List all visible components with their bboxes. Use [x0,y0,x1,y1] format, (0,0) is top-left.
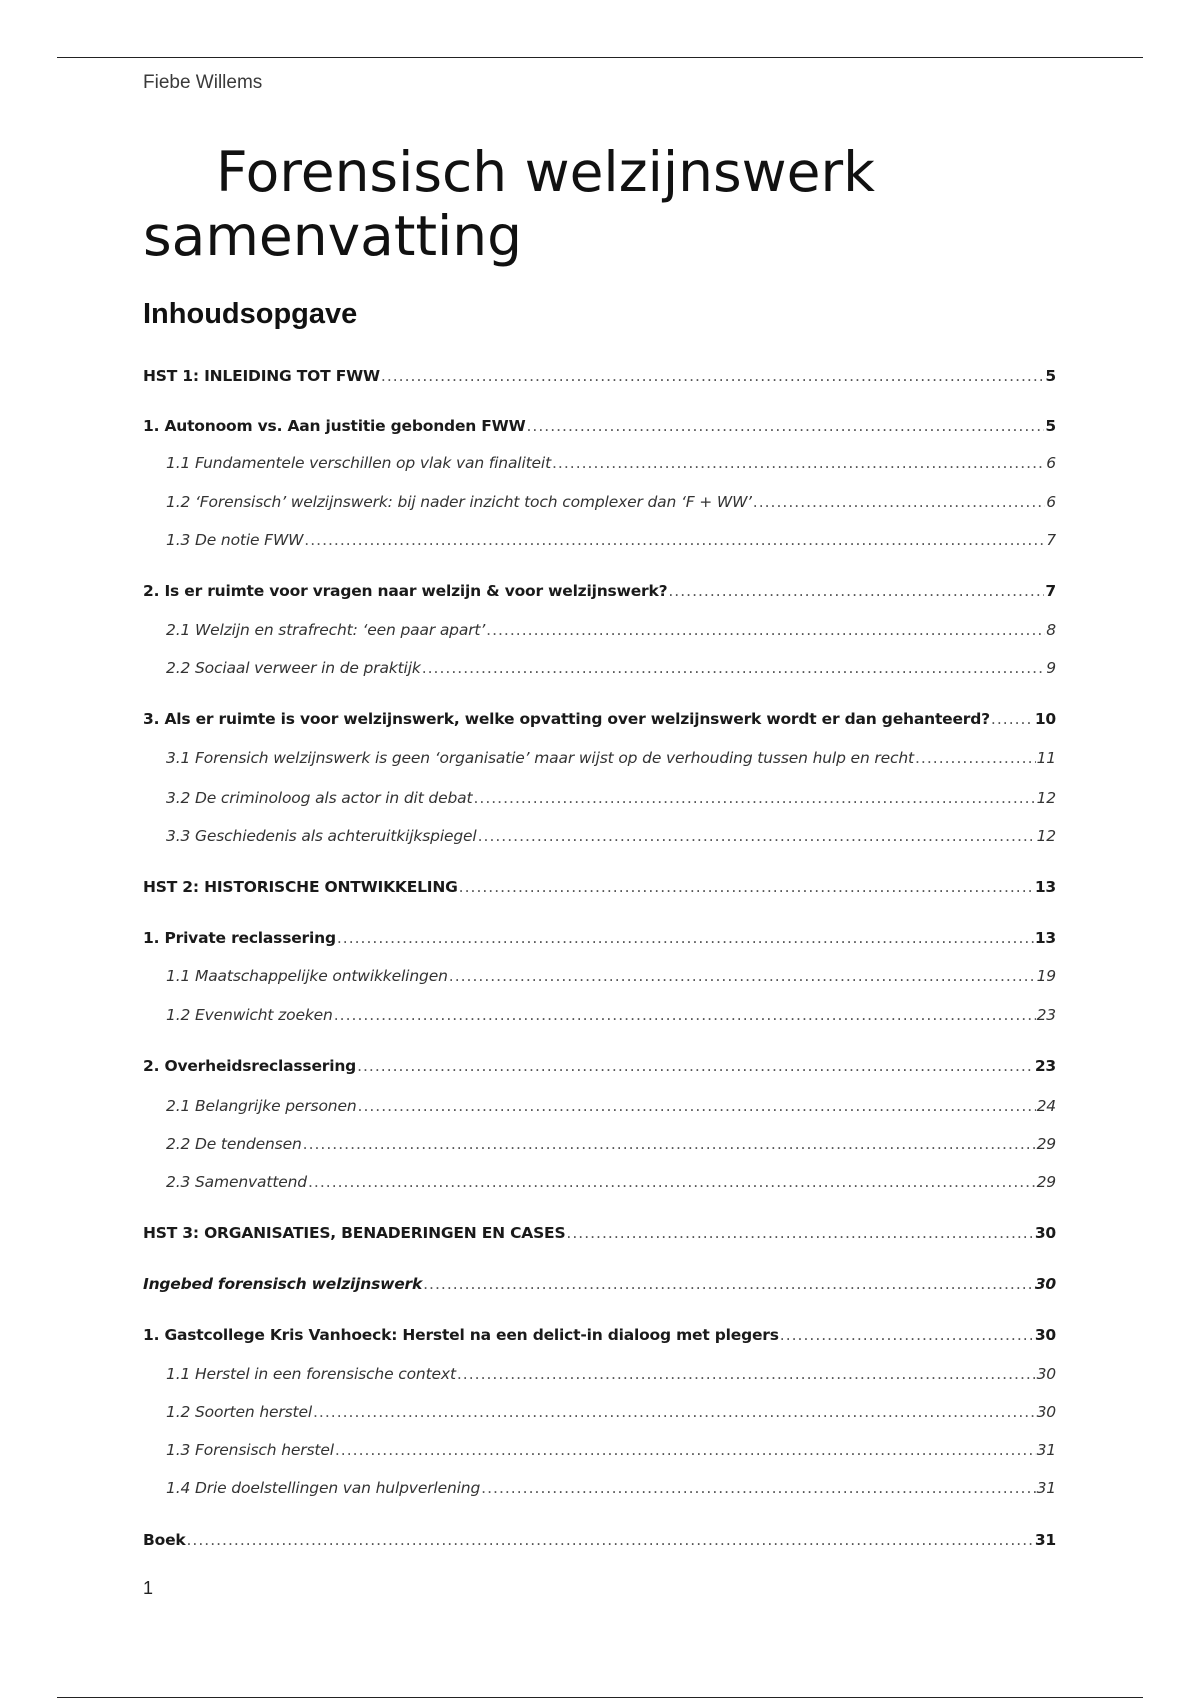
toc-entry-title: 1.1 Maatschappelijke ontwikkelingen [166,967,448,985]
toc-entry-page: 30 [1036,1365,1056,1383]
toc-entry-page: 23 [1036,1006,1056,1024]
toc-entry[interactable] [143,877,1056,897]
toc-dot-leader [449,966,1036,986]
toc-dot-leader [478,826,1036,846]
toc-dot-leader [358,1096,1036,1116]
toc-entry-title: 1.3 De notie FWW [166,531,304,549]
toc-dot-leader [308,1172,1036,1192]
toc-entry-page: 10 [1034,710,1056,728]
toc-entry-page: 12 [1036,789,1056,807]
toc-entry-title: 2.1 Welzijn en strafrecht: ‘een paar apart’ [166,621,486,639]
toc-entry-page: 6 [1046,454,1056,472]
toc-entry-title: 2. Overheidsreclassering [143,1057,357,1075]
toc-entry-page: 5 [1045,417,1056,435]
toc-entry-title: 2.1 Belangrijke personen [166,1097,357,1115]
toc-dot-leader [915,748,1036,768]
toc-entry-page: 29 [1036,1173,1056,1191]
toc-dot-leader [552,453,1045,473]
toc-entry-title: 1. Gastcollege Kris Vanhoeck: Herstel na een delict-in dialoog met plegers [143,1326,779,1344]
toc-entry-page: 5 [1045,367,1056,385]
toc-entry-page: 9 [1046,659,1056,677]
footer-rule [57,1697,1143,1698]
toc-dot-leader [313,1402,1036,1422]
toc-entry[interactable] [143,928,1056,948]
toc-entry[interactable] [166,826,1056,846]
header-rule [57,57,1143,58]
toc-dot-leader [481,1478,1035,1498]
toc-entry-page: 13 [1034,878,1056,896]
toc-entry-page: 31 [1036,1441,1056,1459]
toc-entry[interactable] [166,1134,1056,1154]
toc-entry-title: 3.1 Forensich welzijnswerk is geen ‘organisatie’ maar wijst op de verhouding tussen hulp en recht [166,749,914,767]
toc-entry-title: Ingebed forensisch welzijnswerk [143,1275,423,1293]
toc-entry-page: 30 [1034,1275,1056,1293]
toc-entry-page: 31 [1036,1479,1056,1497]
toc-entry[interactable] [166,658,1056,678]
toc-entry[interactable] [166,1364,1056,1384]
toc-heading: Inhoudsopgave [143,298,358,330]
toc-entry[interactable] [166,1005,1056,1025]
toc-entry-page: 6 [1046,493,1056,511]
toc-dot-leader [334,1005,1036,1025]
toc-entry-title: Boek [143,1531,186,1549]
page-number: 1 [143,1578,154,1598]
toc-entry-page: 11 [1036,749,1056,767]
toc-entry-title: 2.3 Samenvattend [166,1173,307,1191]
toc-entry-page: 7 [1046,531,1056,549]
toc-entry-title: 1.1 Fundamentele verschillen op vlak van finaliteit [166,454,551,472]
toc-entry-title: HST 3: ORGANISATIES, BENADERINGEN EN CASES [143,1224,566,1242]
toc-entry-page: 30 [1034,1326,1056,1344]
toc-entry-title: 1.2 Evenwicht zoeken [166,1006,333,1024]
toc-entry-title: 1.3 Forensisch herstel [166,1441,334,1459]
toc-entry-page: 30 [1036,1403,1056,1421]
toc-dot-leader [486,620,1045,640]
toc-entry-title: 3.2 De criminoloog als actor in dit debat [166,789,473,807]
toc-entry-title: 2. Is er ruimte voor vragen naar welzijn & voor welzijnswerk? [143,582,668,600]
toc-dot-leader [753,492,1046,512]
toc-dot-leader [303,1134,1036,1154]
toc-entry[interactable] [166,788,1056,808]
toc-entry-title: 1.1 Herstel in een forensische context [166,1365,456,1383]
toc-entry-title: 1. Private reclassering [143,929,336,947]
toc-entry-title: 2.2 Sociaal verweer in de praktijk [166,659,421,677]
toc-entry[interactable] [166,453,1056,473]
toc-dot-leader [357,1056,1034,1076]
toc-dot-leader [186,1530,1033,1550]
toc-dot-leader [335,1440,1036,1460]
toc-entry-page: 12 [1036,827,1056,845]
toc-entry-title: 3. Als er ruimte is voor welzijnswerk, welke opvatting over welzijnswerk wordt er dan gehanteerd? [143,710,990,728]
toc-dot-leader [780,1325,1034,1345]
toc-dot-leader [422,658,1046,678]
header-author: Fiebe Willems [143,72,263,93]
toc-entry[interactable] [143,1223,1056,1243]
toc-dot-leader [566,1223,1033,1243]
toc-entry[interactable] [166,1440,1056,1460]
toc-entry-page: 29 [1036,1135,1056,1153]
toc-entry-title: 1.4 Drie doelstellingen van hulpverlening [166,1479,481,1497]
toc-entry[interactable] [166,492,1056,512]
toc-entry[interactable] [166,1478,1056,1498]
toc-entry[interactable] [166,620,1056,640]
toc-entry-title: HST 1: INLEIDING TOT FWW [143,367,380,385]
toc-entry[interactable] [143,366,1056,386]
toc-entry[interactable] [143,1325,1056,1345]
toc-entry[interactable] [166,966,1056,986]
toc-dot-leader [457,1364,1036,1384]
toc-entry-title: 1.2 Soorten herstel [166,1403,312,1421]
toc-entry-page: 7 [1045,582,1056,600]
toc-entry[interactable] [143,709,1056,729]
toc-entry[interactable] [143,1056,1056,1076]
toc-dot-leader [337,928,1034,948]
toc-dot-leader [526,416,1044,436]
toc-entry-page: 30 [1034,1224,1056,1242]
toc-entry[interactable] [143,1530,1056,1550]
document-title: Forensisch welzijnswerk samenvatting [143,140,875,268]
toc-dot-leader [991,709,1034,729]
toc-entry-title: 2.2 De tendensen [166,1135,302,1153]
toc-entry[interactable] [166,1096,1056,1116]
toc-entry-page: 8 [1046,621,1056,639]
toc-entry[interactable] [166,530,1056,550]
toc-dot-leader [473,788,1035,808]
toc-entry-page: 24 [1036,1097,1056,1115]
toc-dot-leader [459,877,1034,897]
toc-dot-leader [381,366,1045,386]
toc-entry-page: 13 [1034,929,1056,947]
toc-entry-title: 3.3 Geschiedenis als achteruitkijkspiegel [166,827,477,845]
toc-dot-leader [304,530,1045,550]
toc-entry-title: HST 2: HISTORISCHE ONTWIKKELING [143,878,458,896]
toc-entry[interactable] [166,1172,1056,1192]
toc-dot-leader [423,1274,1034,1294]
toc-dot-leader [668,581,1044,601]
toc-entry-page: 19 [1036,967,1056,985]
toc-entry-title: 1. Autonoom vs. Aan justitie gebonden FWW [143,417,526,435]
toc-entry-page: 23 [1034,1057,1056,1075]
toc-entry-title: 1.2 ‘Forensisch’ welzijnswerk: bij nader inzicht toch complexer dan ‘F + WW’ [166,493,752,511]
toc-entry[interactable] [143,416,1056,436]
toc-entry-page: 31 [1034,1531,1056,1549]
toc-entry[interactable] [143,581,1056,601]
toc-entry[interactable] [143,1274,1056,1294]
toc-entry[interactable] [166,1402,1056,1422]
toc-entry[interactable] [166,748,1056,768]
